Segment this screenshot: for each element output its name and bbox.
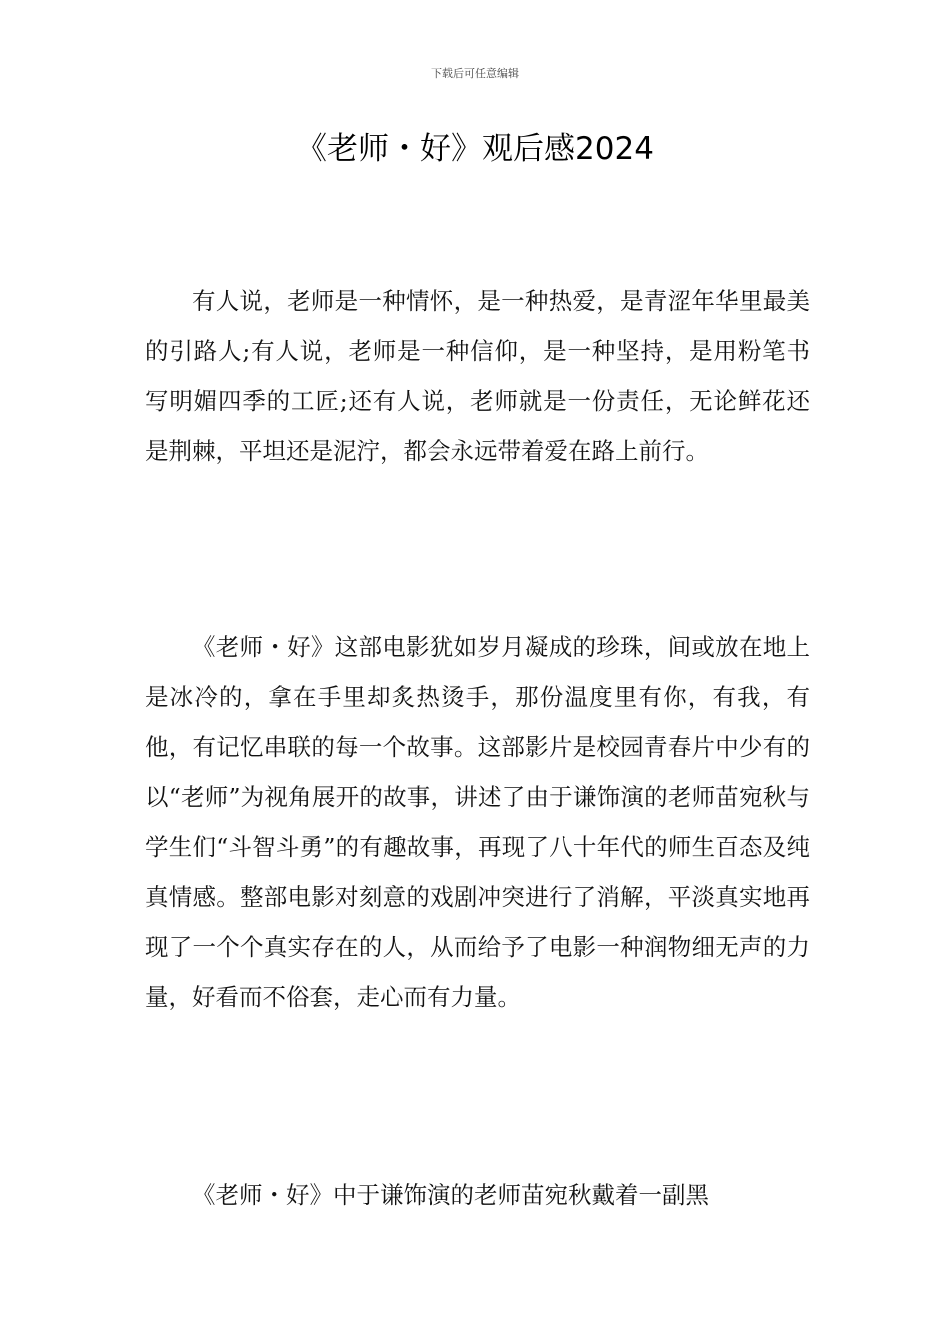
- paragraph-1: 有人说，老师是一种情怀，是一种热爱，是青涩年华里最美的引路人;有人说，老师是一种信仰，是一种坚持，是用粉笔书写明媚四季的工匠;还有人说，老师就是一份责任，无论鲜花还是荆棘，平坦还是泥泞，都会永远带着爱在路上前行。: [145, 287, 810, 465]
- document-title: 《老师・好》观后感2024: [296, 131, 654, 167]
- paragraph-2: 《老师・好》这部电影犹如岁月凝成的珍珠，间或放在地上是冰冷的，拿在手里却炙热烫手，那份温度里有你，有我，有他，有记忆串联的每一个故事。这部影片是校园青春片中少有的以“老师”为视角展开的故事，讲述了由于谦饰演的老师苗宛秋与学生们“斗智斗勇”的有趣故事，再现了八十年代的师生百态及纯真情感。整部电影对刻意的戏剧冲突进行了消解，平淡真实地再现了一个个真实存在的人，从而给予了电影一种润物细无声的力量，好看而不俗套，走心而有力量。: [145, 633, 810, 1011]
- paragraph-3: 《老师・好》中于谦饰演的老师苗宛秋戴着一副黑: [192, 1181, 709, 1209]
- header-note: 下载后可任意编辑: [431, 67, 519, 80]
